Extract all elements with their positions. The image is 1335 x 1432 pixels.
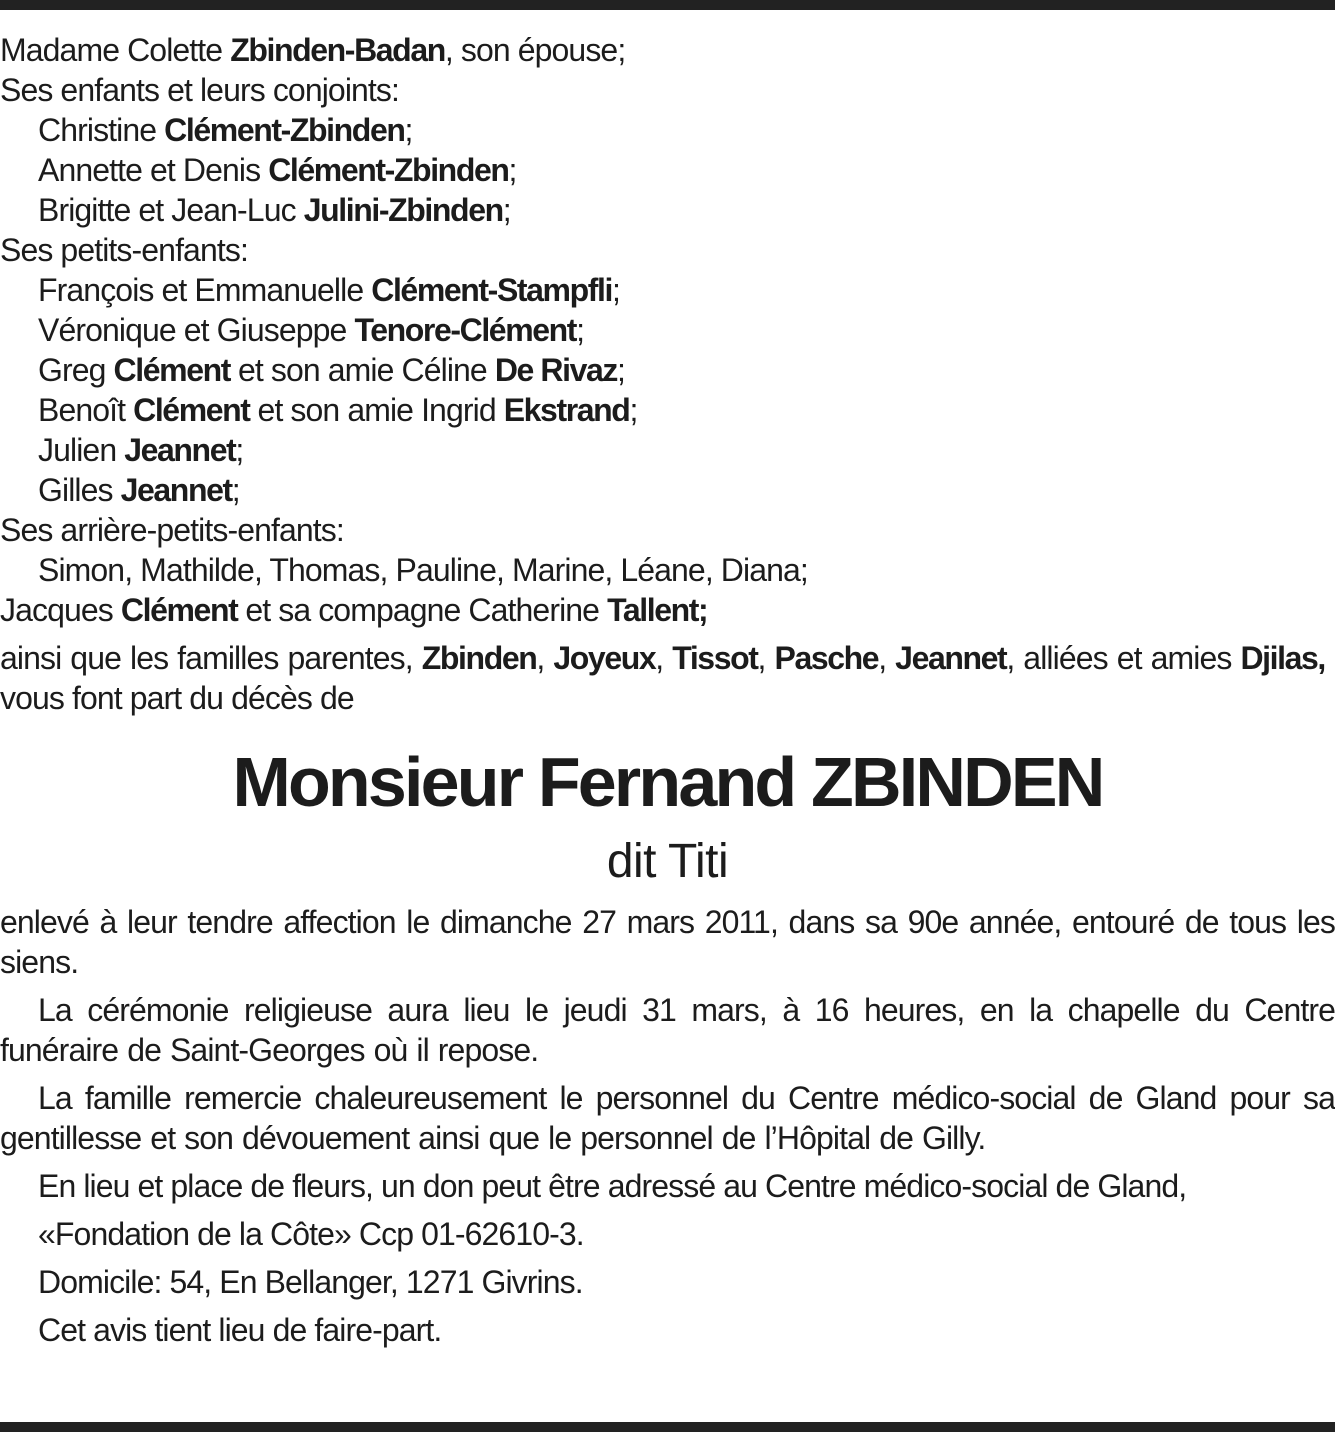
family-name: Jeannet [895,640,1007,676]
child-line: Brigitte et Jean-Luc Julini-Zbinden; [38,192,511,228]
spouse-line [0,30,1335,70]
deceased-name: Monsieur Fernand ZBINDEN [232,743,1103,821]
spouse-given: Madame Colette [0,32,231,68]
death-paragraph: enlevé à leur tendre affection le dimanche 27 mars 2011, dans sa 90e année, entouré de tous les siens. [0,904,1335,980]
great-grandchildren-list: Simon, Mathilde, Thomas, Pauline, Marine, Léane, Diana; [38,552,808,588]
grandchild-line: Véronique et Giuseppe Tenore-Clément; [38,312,585,348]
children-heading: Ses enfants et leurs conjoints: [0,72,400,108]
top-border [0,0,1335,10]
spouse-surname: Zbinden-Badan [230,32,445,68]
deceased-nickname: dit Titi [606,835,729,888]
thanks-paragraph: La famille remercie chaleureusement le personnel du Centre médico-social de Gland pour sa gentillesse et son dévouement ainsi que le personnel de l’Hôpital de Gilly. [0,1080,1335,1156]
family-name: Pasche [774,640,879,676]
fund-line: «Fondation de la Côte» Ccp 01-62610-3. [38,1216,584,1252]
family-name: Djilas, [1240,640,1325,676]
spouse-role: , son épouse; [444,32,626,68]
families-paragraph: ainsi que les familles parentes, Zbinden, Joyeux, Tissot, Pasche, Jeannet, alliées et amies Djilas, [0,640,1325,676]
grandchild-line: Greg Clément et son amie Céline De Rivaz; [38,352,626,388]
bottom-border [0,1422,1335,1432]
ceremony-paragraph: La cérémonie religieuse aura lieu le jeudi 31 mars, à 16 heures, en la chapelle du Centre funéraire de Saint-Georges où il repose. [0,992,1335,1068]
grandchild-line: Gilles Jeannet; [38,472,240,508]
jacques-line: Jacques Clément et sa compagne Catherine Tallent; [0,592,708,628]
death-notice [0,30,1335,1350]
child-line: Christine Clément-Zbinden; [38,112,413,148]
announcement: vous font part du décès de [0,680,354,716]
grandchild-line: Julien Jeannet; [38,432,244,468]
child-line: Annette et Denis Clément-Zbinden; [38,152,517,188]
family-name: Joyeux [553,640,656,676]
grandchild-line: François et Emmanuelle Clément-Stampfli; [38,272,620,308]
grandchildren-heading: Ses petits-enfants: [0,232,248,268]
family-name: Zbinden [421,640,537,676]
family-name: Tissot [672,640,758,676]
great-grandchildren-heading: Ses arrière-petits-enfants: [0,512,344,548]
grandchild-line: Benoît Clément et son amie Ingrid Ekstrand; [38,392,638,428]
closing-line: Cet avis tient lieu de faire-part. [38,1312,442,1348]
donation-line: En lieu et place de fleurs, un don peut être adressé au Centre médico-social de Gland, [38,1168,1187,1204]
address-line: Domicile: 54, En Bellanger, 1271 Givrins. [38,1264,583,1300]
